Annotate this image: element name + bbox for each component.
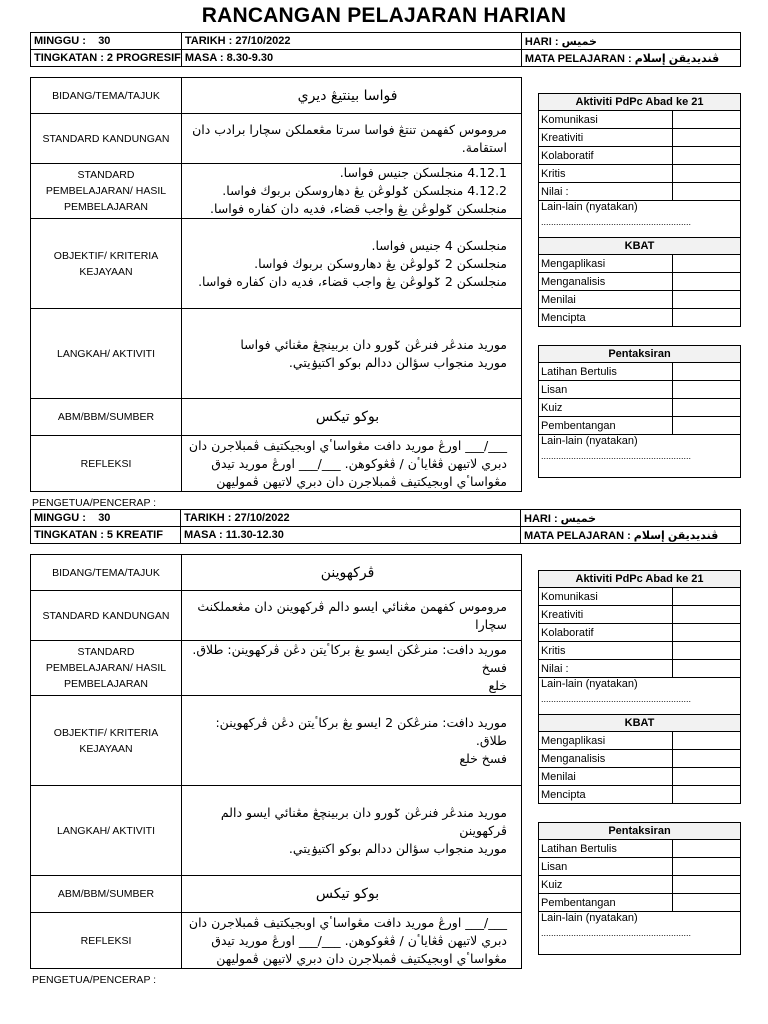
tingkatan-value: 2 PROGRESIF xyxy=(106,52,181,64)
lain-lain-label: Lain-lain (nyatakan) xyxy=(541,201,638,213)
refleksi-value xyxy=(182,913,522,969)
checklist-cell[interactable] xyxy=(673,183,741,201)
content-line: مڠواساٴي اوبجيكتيف ڤمبلاجرن دان دبري لاتيهن ڤموليهن xyxy=(216,950,507,966)
langkah-label: LANGKAH/ AKTIVITI xyxy=(31,786,182,876)
lesson-header xyxy=(30,32,741,67)
refleksi-label: REFLEKSI xyxy=(31,913,182,969)
content-line: مروموس كفهمن مڠنائي ايسو دالم ڤرکهوينن دان مڠعملكنث xyxy=(197,598,507,614)
masa-cell xyxy=(181,527,521,544)
checklist-cell[interactable] xyxy=(673,255,741,273)
content-line: مروموس كفهمن تنتڠ فواسا سرتا مڠعملكن سچارا برادب دان xyxy=(192,121,507,137)
content-line: سچارا xyxy=(475,616,507,632)
minggu-label: MINGGU : xyxy=(34,35,86,47)
label-line: PEMBELAJARAN xyxy=(63,201,149,213)
content-line: مڠواساٴي اوبجيكتيف ڤمبلاجرن دان دبري لاتيهن ڤموليهن xyxy=(216,473,507,489)
checklist-item: Nilai : xyxy=(539,183,673,201)
side-table xyxy=(538,237,741,327)
checklist-item: Kreativiti xyxy=(539,606,673,624)
tingkatan-value: 5 KREATIF xyxy=(106,529,163,541)
checklist-item: Mencipta xyxy=(539,786,673,804)
tarikh-cell xyxy=(181,33,521,50)
content-line: موريد دافت: منرڠكن ايسو يڠ بركاٴيتن دڠن ڤرکهوينن: طلاق. فسخ xyxy=(192,642,507,675)
checklist-cell[interactable] xyxy=(673,165,741,183)
label-line: OBJEKTIF/ KRITERIA xyxy=(53,726,159,739)
checklist-cell[interactable] xyxy=(673,111,741,129)
checklist-cell[interactable] xyxy=(673,768,741,786)
label-line: PEMBELAJARAN/ HASIL xyxy=(45,185,167,197)
objektif-label xyxy=(31,696,182,786)
checklist-cell[interactable] xyxy=(673,732,741,750)
content-line: منجلسكن 2 ݢولوڠن يڠ واجب قضاء، فديه دان كفاره فواسا. xyxy=(198,273,507,289)
lesson-header xyxy=(30,509,741,544)
checklist-cell[interactable] xyxy=(673,291,741,309)
tarikh-cell xyxy=(181,510,521,527)
bidang-value: فواسا بينتيڠ ديري xyxy=(182,78,522,114)
checklist-item: Menganalisis xyxy=(539,273,673,291)
checklist-cell[interactable] xyxy=(673,588,741,606)
lain-lain-label: Lain-lain (nyatakan) xyxy=(541,912,638,924)
checklist-item: Kritis xyxy=(539,165,673,183)
label-line: KEJAYAAN xyxy=(79,742,133,755)
lesson-block xyxy=(0,32,768,522)
checklist-cell[interactable] xyxy=(673,750,741,768)
content-line: موريد مندڠر فنرڠن ݢورو دان بربينچڠ مڠنائي ايسو دالم ڤرکهوينن xyxy=(220,804,507,838)
content-line: موريد دافت: منرڠكن 2 ايسو يڠ بركاٴيتن دڠن ڤرکهوينن: طلاق. xyxy=(215,714,507,748)
checklist-cell[interactable] xyxy=(673,129,741,147)
checklist-item: Kolaboratif xyxy=(539,147,673,165)
mata-pelajaran-cell xyxy=(521,50,740,67)
lain-lain-label: Lain-lain (nyatakan) xyxy=(541,678,638,690)
standard-pembelajaran-value xyxy=(182,641,522,696)
side-table-title: KBAT xyxy=(539,238,741,255)
checklist-item: Kuiz xyxy=(539,876,673,894)
hari-value: خميس xyxy=(560,512,597,525)
checklist-cell[interactable] xyxy=(673,660,741,678)
standard-kandungan-value xyxy=(182,114,522,164)
standard-pembelajaran-label xyxy=(31,641,182,696)
content-line: فسخ خلع xyxy=(459,750,507,766)
label-line: OBJEKTIF/ KRITERIA xyxy=(53,249,159,262)
abm-value: بوكو تيكس xyxy=(182,399,522,436)
checklist-cell[interactable] xyxy=(673,894,741,912)
checklist-cell[interactable] xyxy=(673,786,741,804)
hari-cell xyxy=(521,510,741,527)
label-line: PEMBELAJARAN/ HASIL xyxy=(45,662,167,674)
mata-pelajaran-value: ڤنديديقن إسلام xyxy=(634,52,720,65)
label-line: PEMBELAJARAN xyxy=(63,678,149,690)
checklist-cell[interactable] xyxy=(673,363,741,381)
side-table xyxy=(538,714,741,804)
tarikh-label: TARIKH : xyxy=(184,35,233,47)
hari-cell xyxy=(521,33,740,50)
minggu-value: 30 xyxy=(98,35,111,47)
lesson-block xyxy=(0,509,768,999)
dotted-line: ............................................................ xyxy=(541,694,692,704)
hari-value: خميس xyxy=(561,35,597,48)
langkah-label: LANGKAH/ AKTIVITI xyxy=(31,309,182,399)
mata-pelajaran-label: MATA PELAJARAN : xyxy=(524,529,631,542)
dotted-line: ............................................................ xyxy=(541,451,692,461)
tingkatan-label: TINGKATAN : xyxy=(34,529,104,541)
side-table xyxy=(538,570,741,721)
tarikh-label: TARIKH : xyxy=(184,512,232,524)
langkah-value xyxy=(182,786,522,876)
checklist-item: Mengaplikasi xyxy=(539,255,673,273)
minggu-cell xyxy=(31,33,182,50)
tarikh-value: 27/10/2022 xyxy=(234,512,290,524)
checklist-item: Pembentangan xyxy=(539,417,673,435)
checklist-item: Menganalisis xyxy=(539,750,673,768)
abm-label: ABM/BBM/SUMBER xyxy=(31,876,182,913)
checklist-item: Pembentangan xyxy=(539,894,673,912)
label-line: STANDARD xyxy=(77,646,135,658)
checklist-item: Mengaplikasi xyxy=(539,732,673,750)
abm-label: ABM/BBM/SUMBER xyxy=(31,399,182,436)
checklist-cell[interactable] xyxy=(673,309,741,327)
content-line: منجلسكن 2 ݢولوڠن يڠ دهاروسكن بربوك فواسا. xyxy=(254,255,507,271)
objektif-label xyxy=(31,219,182,309)
tingkatan-label: TINGKATAN : xyxy=(34,52,104,64)
bidang-label: BIDANG/TEMA/TAJUK xyxy=(31,555,182,591)
mata-pelajaran-label: MATA PELAJARAN : xyxy=(524,52,632,65)
minggu-cell xyxy=(31,510,181,527)
mata-pelajaran-cell xyxy=(521,527,741,544)
checklist-item: Kolaboratif xyxy=(539,624,673,642)
masa-value: 11.30-12.30 xyxy=(225,529,284,541)
bidang-value: ڤرکهوينن xyxy=(182,555,522,591)
content-line: خلع xyxy=(488,678,507,693)
side-table xyxy=(538,345,741,478)
bidang-label: BIDANG/TEMA/TAJUK xyxy=(31,78,182,114)
pengetua-label: PENGETUA/PENCERAP : xyxy=(32,974,157,986)
dotted-line: ............................................................ xyxy=(541,217,692,227)
side-table-title: Pentaksiran xyxy=(539,823,741,840)
standard-pembelajaran-value xyxy=(182,164,522,219)
masa-cell xyxy=(181,50,521,67)
checklist-item: Lisan xyxy=(539,858,673,876)
objektif-value xyxy=(182,696,522,786)
mata-pelajaran-value: ڤنديديقن إسلام xyxy=(633,529,719,542)
tarikh-value: 27/10/2022 xyxy=(235,35,291,47)
checklist-cell[interactable] xyxy=(673,147,741,165)
checklist-item: Komunikasi xyxy=(539,111,673,129)
lesson-main-table xyxy=(30,554,522,969)
checklist-cell[interactable] xyxy=(673,858,741,876)
checklist-cell[interactable] xyxy=(673,624,741,642)
tingkatan-cell xyxy=(31,527,181,544)
content-line: موريد منجواب سؤالن ددالم بوكو اكتيۏيتي. xyxy=(288,840,507,856)
lesson-main-table xyxy=(30,77,522,492)
minggu-value: 30 xyxy=(98,512,111,524)
label-line: STANDARD xyxy=(77,169,135,181)
side-table-title: Aktiviti PdPc Abad ke 21 xyxy=(539,94,741,111)
checklist-cell[interactable] xyxy=(673,417,741,435)
refleksi-value xyxy=(182,436,522,492)
content-line: دبري لاتيهن ڤڠاياٴن / ڤڠوكوهن. ___/___ اورڠ موريد تيدق xyxy=(211,455,507,471)
checklist-cell[interactable] xyxy=(673,606,741,624)
standard-pembelajaran-label xyxy=(31,164,182,219)
checklist-item: Latihan Bertulis xyxy=(539,363,673,381)
abm-value: بوكو تيكس xyxy=(182,876,522,913)
checklist-cell[interactable] xyxy=(673,381,741,399)
hari-label: HARI : xyxy=(524,35,559,48)
checklist-item: Mencipta xyxy=(539,309,673,327)
checklist-item: Menilai xyxy=(539,768,673,786)
content-line: موريد منجواب سؤالن ددالم بوكو اكتيۏيتي. xyxy=(288,354,507,370)
hari-label: HARI : xyxy=(524,512,558,525)
content-line: منجلسكن ݢولوڠن يڠ واجب قضاء، فديه دان كفاره فواسا. xyxy=(210,201,507,216)
dotted-line: ............................................................ xyxy=(541,928,692,938)
tingkatan-cell xyxy=(31,50,182,67)
content-line: دبري لاتيهن ڤڠاياٴن / ڤڠوكوهن. ___/___ اورڠ موريد تيدق xyxy=(211,932,507,948)
side-table xyxy=(538,93,741,244)
masa-label: MASA : xyxy=(184,529,223,541)
standard-kandungan-value xyxy=(182,591,522,641)
langkah-value xyxy=(182,309,522,399)
side-table xyxy=(538,822,741,955)
lain-lain-cell[interactable] xyxy=(539,435,741,478)
objektif-value xyxy=(182,219,522,309)
checklist-item: Kritis xyxy=(539,642,673,660)
content-line: 4.12.1 منجلسكن جنيس فواسا. xyxy=(339,165,507,180)
standard-kandungan-label: STANDARD KANDUNGAN xyxy=(31,114,182,164)
checklist-item: Nilai : xyxy=(539,660,673,678)
side-table-title: Pentaksiran xyxy=(539,346,741,363)
content-line: استقامة. xyxy=(461,139,507,155)
label-line: KEJAYAAN xyxy=(79,265,133,278)
checklist-item: Latihan Bertulis xyxy=(539,840,673,858)
side-table-title: Aktiviti PdPc Abad ke 21 xyxy=(539,571,741,588)
checklist-item: Kuiz xyxy=(539,399,673,417)
checklist-cell[interactable] xyxy=(673,399,741,417)
checklist-item: Menilai xyxy=(539,291,673,309)
checklist-cell[interactable] xyxy=(673,642,741,660)
content-line: 4.12.2 منجلسكن ݢولوڠن يڠ دهاروسكن بربوك فواسا. xyxy=(222,183,507,198)
checklist-item: Komunikasi xyxy=(539,588,673,606)
checklist-item: Lisan xyxy=(539,381,673,399)
standard-kandungan-label: STANDARD KANDUNGAN xyxy=(31,591,182,641)
content-line: منجلسكن 4 جنيس فواسا. xyxy=(371,237,507,253)
side-table-title: KBAT xyxy=(539,715,741,732)
lain-lain-cell[interactable] xyxy=(539,912,741,955)
checklist-cell[interactable] xyxy=(673,273,741,291)
lain-lain-label: Lain-lain (nyatakan) xyxy=(541,435,638,447)
pengetua-label: PENGETUA/PENCERAP : xyxy=(32,497,157,509)
masa-label: MASA : xyxy=(184,52,224,64)
content-line: موريد مندڠر فنرڠن ݢورو دان بربينچڠ مڠنائي فواسا xyxy=(240,336,507,352)
checklist-item: Kreativiti xyxy=(539,129,673,147)
content-line: ___/___ اورڠ موريد دافت مڠواساٴي اوبجيكتيف ڤمبلاجرن دان xyxy=(188,437,507,453)
content-line: ___/___ اورڠ موريد دافت مڠواساٴي اوبجيكتيف ڤمبلاجرن دان xyxy=(188,914,507,930)
minggu-label: MINGGU : xyxy=(34,512,86,524)
page-title: RANCANGAN PELAJARAN HARIAN xyxy=(201,4,567,27)
masa-value: 8.30-9.30 xyxy=(226,52,274,64)
checklist-cell[interactable] xyxy=(673,876,741,894)
refleksi-label: REFLEKSI xyxy=(31,436,182,492)
checklist-cell[interactable] xyxy=(673,840,741,858)
